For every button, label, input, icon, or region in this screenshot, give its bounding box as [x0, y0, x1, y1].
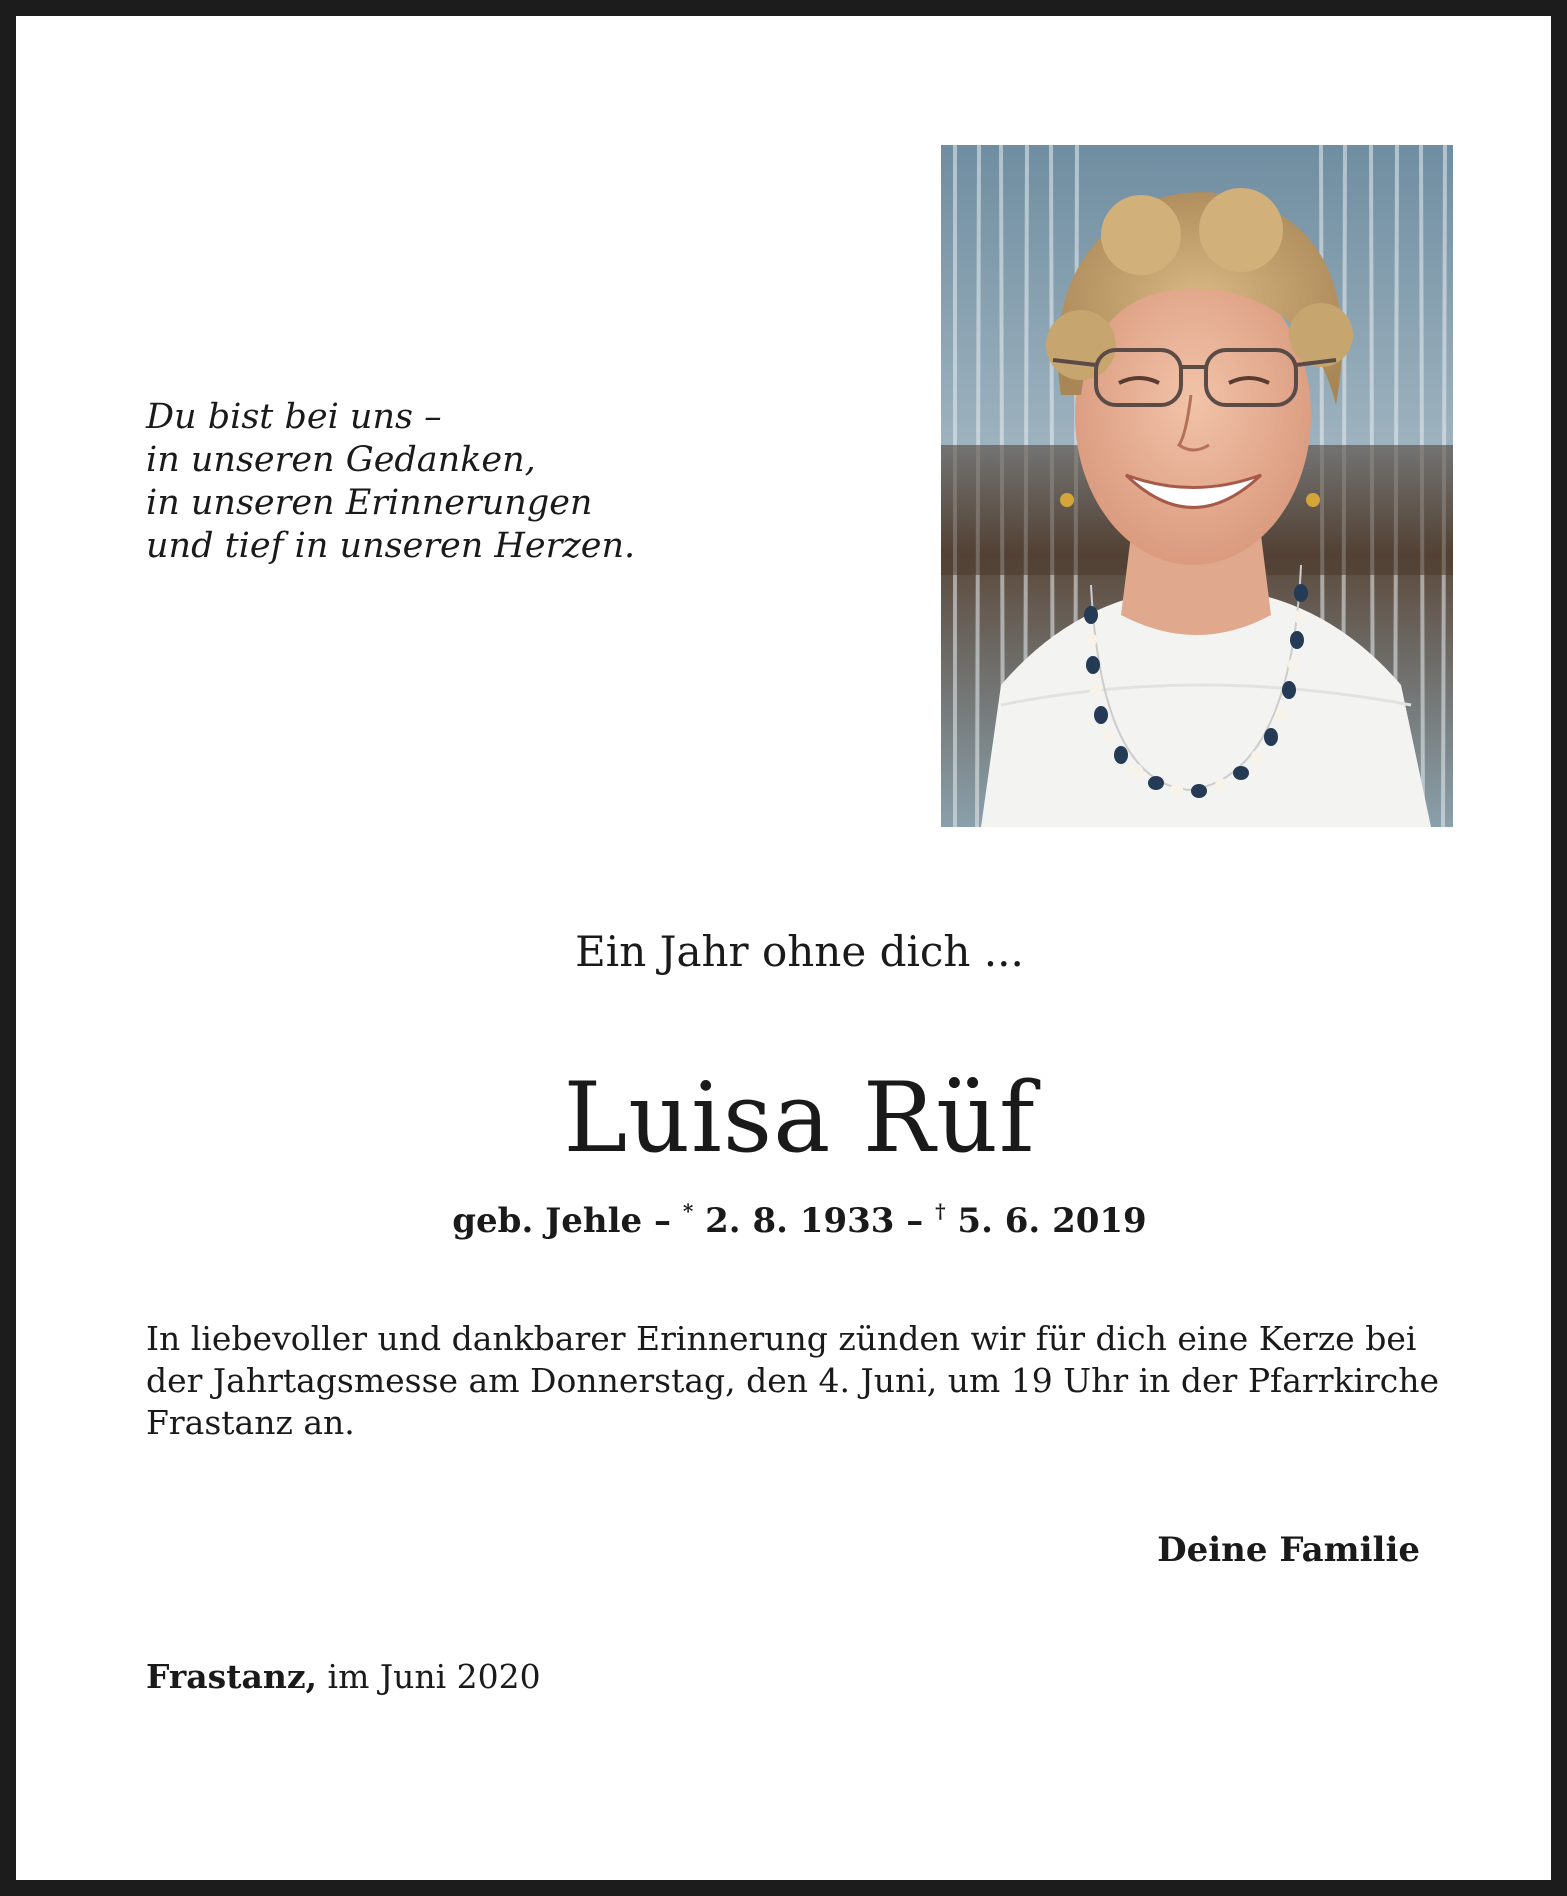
birth-symbol: *: [682, 1199, 694, 1223]
birth-date: 2. 8. 1933 –: [705, 1201, 924, 1241]
memorial-subtitle: Ein Jahr ohne dich ...: [575, 927, 1024, 976]
signature: Deine Familie: [1157, 1530, 1420, 1570]
place-city: Frastanz,: [146, 1657, 318, 1696]
place-date: im Juni 2020: [327, 1657, 541, 1696]
death-date: 5. 6. 2019: [957, 1201, 1147, 1241]
message-line: Frastanz an.: [146, 1403, 355, 1442]
deceased-name: Luisa Rüf: [563, 1062, 1036, 1174]
life-dates: [16, 1190, 1567, 1242]
poem-line: und tief in unseren Herzen.: [146, 526, 636, 566]
poem-line: Du bist bei uns –: [146, 397, 442, 437]
message-line: der Jahrtagsmesse am Donnerstag, den 4. Juni, um 19 Uhr in der Pfarrkirche: [146, 1361, 1440, 1400]
memorial-poem: [146, 396, 635, 568]
portrait-illustration: [941, 145, 1453, 827]
poem-line: in unseren Gedanken,: [146, 440, 536, 480]
maiden-name: geb. Jehle –: [452, 1201, 671, 1241]
death-symbol: †: [935, 1199, 946, 1223]
poem-line: in unseren Erinnerungen: [146, 483, 593, 523]
memorial-message: [146, 1318, 1456, 1444]
portrait-photo: [941, 145, 1453, 827]
place-and-date: [146, 1656, 541, 1698]
message-line: In liebevoller und dankbarer Erinnerung zünden wir für dich eine Kerze bei: [146, 1319, 1417, 1358]
